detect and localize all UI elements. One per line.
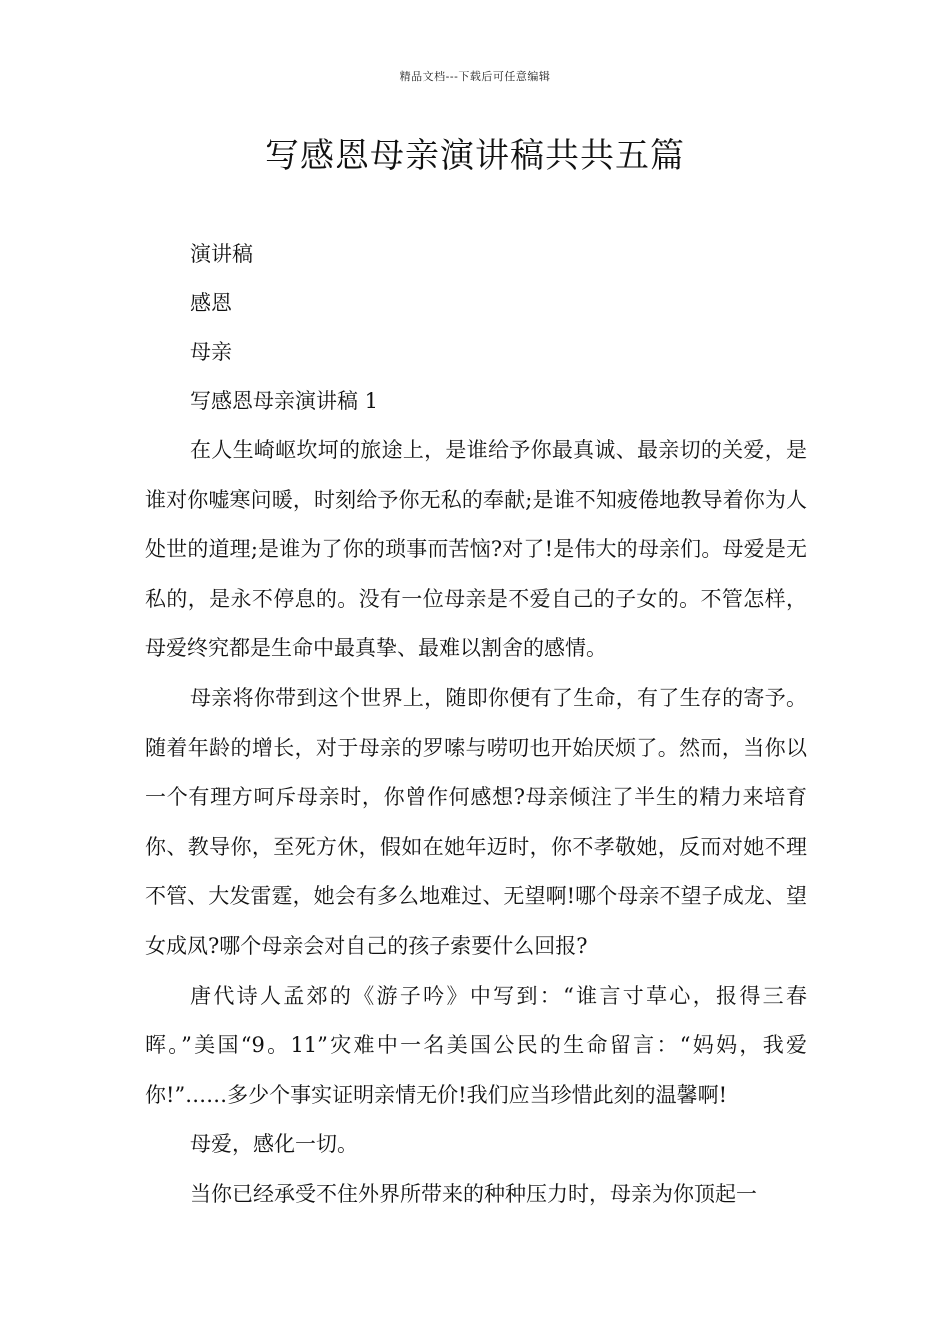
keyword-line: 感恩 [190, 291, 232, 315]
header-note: 精品文档---下载后可任意编辑 [399, 70, 551, 83]
keyword-line: 母亲 [190, 340, 232, 364]
paragraph: 母亲将你带到这个世界上，随即你便有了生命，有了生存的寄予。随着年龄的增长，对于母亲的罗嗦与唠叨也开始厌烦了。然而，当你以一个有理方呵斥母亲时，你曾作何感想?母亲倾注了半生的精力来培育你、教导你，至死方休，假如在她年迈时，你不孝敬她，反而对她不理不管、大发雷霆，她会有多么地难过、无望啊!哪个母亲不望子成龙、望女成凤?哪个母亲会对自己的孩子索要什么回报? [145, 685, 807, 958]
section-heading: 写感恩母亲演讲稿 1 [190, 389, 379, 413]
keyword-line: 演讲稿 [190, 242, 253, 266]
paragraph: 唐代诗人孟郊的《游子吟》中写到：“谁言寸草心，报得三春晖。”美国“9。11”灾难中一名美国公民的生命留言：“妈妈，我爱你!”……多少个事实证明亲情无价!我们应当珍惜此刻的温馨啊! [145, 983, 807, 1107]
paragraph: 在人生崎岖坎坷的旅途上，是谁给予你最真诚、最亲切的关爱，是谁对你嘘寒问暖，时刻给予你无私的奉献;是谁不知疲倦地教导着你为人处世的道理;是谁为了你的琐事而苦恼?对了!是伟大的母亲们。母爱是无私的，是永不停息的。没有一位母亲是不爱自己的子女的。不管怎样，母爱终究都是生命中最真挚、最难以割舍的感情。 [145, 438, 807, 661]
paragraph: 母爱，感化一切。 [190, 1132, 358, 1157]
paragraph: 当你已经承受不住外界所带来的种种压力时，母亲为你顶起一 [190, 1181, 757, 1206]
document-title: 写感恩母亲演讲稿共共五篇 [265, 136, 685, 176]
document-body [145, 230, 807, 1220]
